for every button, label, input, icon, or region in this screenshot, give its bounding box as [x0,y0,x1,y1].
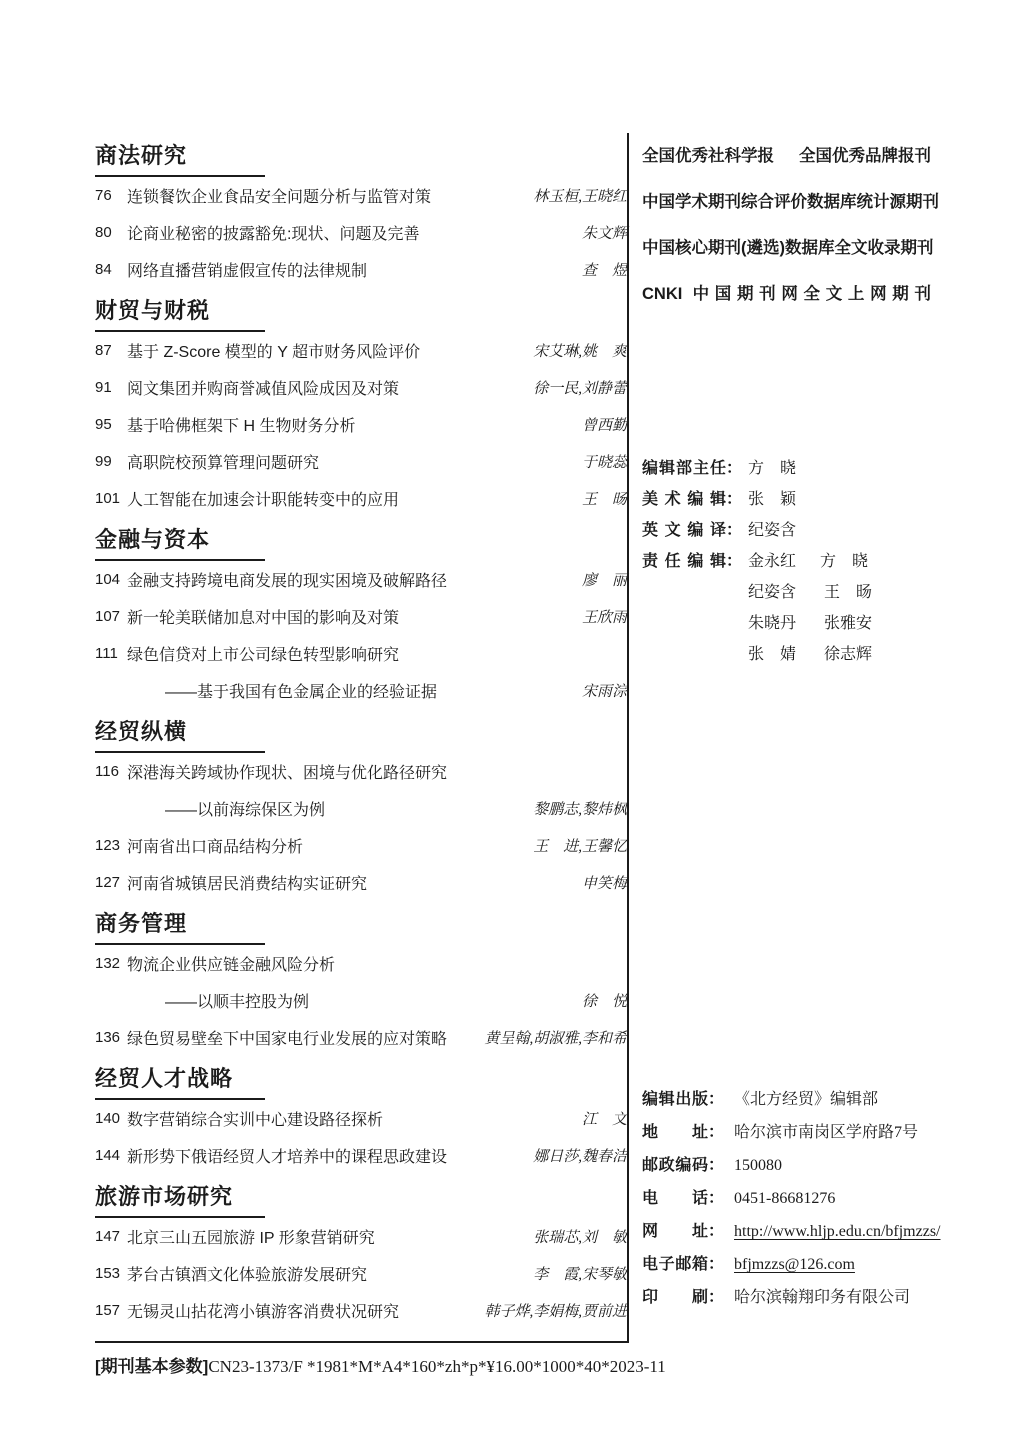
toc-section [95,718,627,901]
entry-authors: 廖 丽 [581,573,627,589]
toc-entry-row [95,945,627,982]
entry-page-number: 147 [95,1228,121,1245]
entry-title: 深港海关跨域协作现状、困境与优化路径研究 [127,765,448,782]
entry-subtitle: ——以顺丰控股为例 [165,994,310,1011]
entry-title: 河南省城镇居民消费结构实证研究 [127,876,368,893]
info-column [642,133,941,1348]
entry-title: 无锡灵山拈花湾小镇游客消费状况研究 [127,1304,400,1321]
entry-page-number: 123 [95,837,121,854]
parameters-label: [期刊基本参数] [95,1357,209,1376]
publication-label: 印刷 [642,1289,708,1306]
section-entries [95,945,627,1056]
toc-subentry-row [95,672,627,709]
entry-page-number: 157 [95,1302,121,1319]
section-heading: 经贸人才战略 [95,1066,234,1091]
section-heading: 商务管理 [95,911,188,936]
editor-name: 张 婧 [748,646,797,663]
editor-name: 朱晓丹 [748,615,797,632]
section-entries [95,753,627,901]
entry-authors: 江 文 [581,1112,627,1128]
publication-block [642,1083,941,1314]
toc-entry-row [95,827,627,864]
toc-entry-row [95,1292,627,1329]
section-heading: 经贸纵横 [95,719,188,744]
toc-entry-row [95,561,627,598]
entry-authors: 申笑梅 [581,876,627,892]
entry-authors: 徐一民,刘静蕾 [533,381,627,397]
publication-colon: ： [708,1190,725,1207]
editorial-colon: ： [726,553,743,570]
publication-colon: ： [708,1223,725,1240]
entry-authors: 查 煜 [581,263,627,279]
editor-name: 金永红 [748,553,797,570]
entry-page-number: 127 [95,874,121,891]
entry-title: 连锁餐饮企业食品安全问题分析与监管对策 [127,189,432,206]
entry-authors: 宋雨淙 [581,684,627,700]
entry-page-number: 84 [95,261,112,278]
entry-page-number: 99 [95,453,112,470]
entry-page-number: 80 [95,224,112,241]
entry-title: 高职院校预算管理问题研究 [127,455,320,472]
entry-page-number: 76 [95,187,112,204]
entry-page-number: 87 [95,342,112,359]
publication-label: 地址 [642,1124,708,1141]
entry-subtitle: ——基于我国有色金属企业的经验证据 [165,684,438,701]
editor-name: 张雅安 [824,615,873,632]
publication-value: 150080 [734,1157,783,1174]
toc-sections [95,142,627,1329]
editorial-colon: ： [726,522,743,539]
toc-column [95,133,627,1341]
entry-page-number: 107 [95,608,121,625]
entry-title: 人工智能在加速会计职能转变中的应用 [127,492,400,509]
accolade-line: 中国学术期刊综合评价数据库统计源期刊 [642,193,939,211]
accolade-text: 全国优秀品牌报刊 [799,147,931,165]
editorial-label: 美术编辑 [642,491,726,508]
entry-page-number: 104 [95,571,121,588]
publication-label: 电子邮箱 [642,1256,708,1273]
editorial-value: 纪姿含 [748,522,797,539]
toc-entry-row [95,1218,627,1255]
publication-colon: ： [708,1157,725,1174]
editorial-row [642,546,931,577]
editorial-block [642,453,931,670]
toc-entry-row [95,1255,627,1292]
entry-title: 北京三山五园旅游 IP 形象营销研究 [127,1230,375,1247]
accolade-line: 中国核心期刊(遴选)数据库全文收录期刊 [642,239,934,257]
editorial-value: 方 晓 [748,460,797,477]
section-entries [95,1218,627,1329]
entry-title: 河南省出口商品结构分析 [127,839,304,856]
entry-page-number: 91 [95,379,112,396]
publication-label: 邮政编码 [642,1157,708,1174]
entry-subtitle: ——以前海综保区为例 [165,802,326,819]
editorial-row [642,484,931,515]
editor-name: 王 旸 [824,584,873,601]
editor-name: 徐志辉 [824,646,873,663]
publication-value: 0451-86681276 [734,1190,836,1207]
toc-entry-row [95,251,627,288]
entry-page-number: 140 [95,1110,121,1127]
entry-authors: 黎鹏志,黎炜枫 [533,802,627,818]
publication-colon: ： [708,1124,725,1141]
editor-names-row [642,639,931,670]
entry-page-number: 132 [95,955,121,972]
accolade-line: CNKI 中国期刊网全文上网期刊 [642,285,931,303]
toc-entry-row [95,406,627,443]
entry-authors: 黄呈翰,胡淑雅,李和希 [484,1031,627,1047]
publication-value: 哈尔滨市南岗区学府路7号 [734,1124,919,1141]
entry-title: 论商业秘密的披露豁免:现状、问题及完善 [127,226,420,243]
publication-row [642,1083,931,1116]
toc-section [95,297,627,517]
entry-authors: 王 旸 [581,492,627,508]
accolade-text: 全国优秀社科学报 [642,147,774,165]
entry-authors: 王 进,王馨忆 [533,839,627,855]
entry-title: 物流企业供应链金融风险分析 [127,957,336,974]
entry-title: 绿色信贷对上市公司绿色转型影响研究 [127,647,400,664]
editorial-label: 编辑部主任 [642,460,726,477]
section-heading: 商法研究 [95,143,188,168]
entry-authors: 朱文辉 [581,226,627,242]
editorial-colon: ： [726,491,743,508]
toc-entry-row [95,598,627,635]
entry-page-number: 144 [95,1147,121,1164]
editorial-row [642,515,931,546]
toc-section [95,1065,627,1174]
section-entries [95,561,627,709]
toc-bottom-rule [95,1341,629,1343]
section-entries [95,332,627,517]
entry-authors: 徐 悦 [581,994,627,1010]
entry-title: 新形势下俄语经贸人才培养中的课程思政建设 [127,1149,448,1166]
toc-entry-row [95,753,627,790]
entry-page-number: 153 [95,1265,121,1282]
publication-colon: ： [708,1289,725,1306]
toc-section [95,526,627,709]
responsible-editors-rows [642,577,931,670]
editor-name: 方 晓 [820,553,869,570]
email-link[interactable]: bfjmzzs@126.com [734,1256,855,1273]
publication-value: 《北方经贸》编辑部 [734,1091,879,1108]
toc-subentry-row [95,790,627,827]
publication-label: 电话 [642,1190,708,1207]
toc-entry-row [95,1137,627,1174]
column-divider [627,133,629,1343]
toc-entry-row [95,864,627,901]
responsible-editors-first-row [748,546,868,577]
section-heading: 金融与资本 [95,527,211,552]
parameters-value: CN23-1373/F *1981*M*A4*160*zh*p*¥16.00*1000*40*2023-11 [208,1357,666,1376]
entry-title: 基于 Z-Score 模型的 Y 超市财务风险评价 [127,344,421,361]
entry-page-number: 111 [95,645,118,662]
entry-title: 数字营销综合实训中心建设路径探析 [127,1112,384,1129]
publication-row [642,1182,931,1215]
entry-title: 茅台古镇酒文化体验旅游发展研究 [127,1267,368,1284]
entry-authors: 于晓蕊 [581,455,627,471]
entry-title: 新一轮美联储加息对中国的影响及对策 [127,610,400,627]
editorial-row [642,453,931,484]
toc-section [95,1183,627,1329]
publication-row [642,1215,941,1248]
entry-page-number: 95 [95,416,112,433]
entry-authors: 林玉桓,王晓红 [533,189,627,205]
entry-title: 网络直播营销虚假宣传的法律规制 [127,263,368,280]
editorial-label: 责任编辑 [642,553,726,570]
toc-subentry-row [95,982,627,1019]
entry-authors: 张瑞芯,刘 敏 [533,1230,627,1246]
entry-title: 阅文集团并购商誉减值风险成因及对策 [127,381,400,398]
accolade-line [642,133,931,179]
publication-label: 编辑出版 [642,1091,708,1108]
toc-entry-row [95,635,627,672]
accolades [642,133,939,317]
publication-row [642,1116,931,1149]
publication-row [642,1149,931,1182]
section-heading: 财贸与财税 [95,298,211,323]
publication-row [642,1281,931,1314]
publication-label: 网址 [642,1223,708,1240]
toc-entry-row [95,1019,627,1056]
entry-title: 绿色贸易壁垒下中国家电行业发展的应对策略 [127,1031,448,1048]
editor-names-row [642,577,931,608]
entry-page-number: 116 [95,763,119,780]
website-link[interactable]: http://www.hljp.edu.cn/bfjmzzs/ [734,1223,941,1240]
editor-names-row [642,608,931,639]
section-entries [95,1100,627,1174]
editor-name: 纪姿含 [748,584,797,601]
journal-parameters [95,1352,666,1377]
editorial-colon: ： [726,460,743,477]
entry-authors: 曾西勤 [581,418,627,434]
publication-value: 哈尔滨翰翔印务有限公司 [734,1289,911,1306]
publication-row [642,1248,931,1281]
publication-colon: ： [708,1256,725,1273]
entry-page-number: 136 [95,1029,121,1046]
entry-page-number: 101 [95,490,121,507]
toc-entry-row [95,177,627,214]
entry-authors: 宋艾琳,姚 爽 [533,344,627,360]
toc-section [95,910,627,1056]
entry-authors: 娜日莎,魏春洁 [533,1149,627,1165]
editorial-label: 英文编译 [642,522,726,539]
toc-entry-row [95,214,627,251]
toc-entry-row [95,1100,627,1137]
entry-title: 基于哈佛框架下 H 生物财务分析 [127,418,356,435]
toc-entry-row [95,480,627,517]
publication-colon: ： [708,1091,725,1108]
section-heading: 旅游市场研究 [95,1184,234,1209]
entry-authors: 韩子烨,李娟梅,贾前进 [484,1304,627,1320]
editorial-value: 张 颖 [748,491,797,508]
entry-title: 金融支持跨境电商发展的现实困境及破解路径 [127,573,448,590]
section-entries [95,177,627,288]
toc-entry-row [95,332,627,369]
toc-section [95,142,627,288]
toc-entry-row [95,369,627,406]
toc-entry-row [95,443,627,480]
entry-authors: 王欣雨 [581,610,627,626]
entry-authors: 李 霞,宋琴敏 [533,1267,627,1283]
